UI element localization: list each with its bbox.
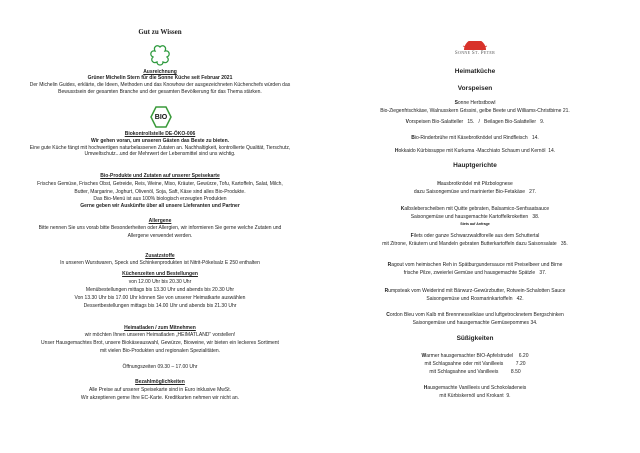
bio-heading: Biokontrollstelle DE-ÖKO-006: [124, 131, 196, 137]
award-text: Der Michelin Guides, erklärte, die Ideen, Methoden und das Knowhow der ausgezeichneten Küchenchefs würden das: [29, 82, 291, 88]
opening-hours: Öffnungszeiten 09.30 – 17.00 Uhr: [122, 364, 198, 370]
dish-name: Cordon Bleu vom Kalb mit Brennnesselkäse und luftgetrocknetem Bergschinken: [386, 312, 564, 318]
dish-name: Sonne Herbstbowl: [454, 100, 496, 106]
desserts-heading: Süßigkeiten: [456, 335, 494, 342]
allergens-text: Bitte nennen Sie uns vorab bitte Besonderheiten oder Allergien, wir informieren Sie gerne welche Zutaten und: [38, 225, 282, 231]
dish-desc: mit Schlagsahne und Vanilleeis 8.50: [429, 369, 521, 375]
dish-name: Rumpsteak vom Weiderind mit Bärwurz-Gewürzbutter, Rotwein-Schalotten Sauce: [384, 288, 566, 294]
dish-desc: dazu Saisongemüse und marinierter Bio-Fetakäse 27.: [413, 189, 537, 195]
svg-text:BIO: BIO: [154, 114, 168, 121]
allergens-text: Allergene verwendet werden.: [127, 233, 193, 239]
shop-heading: Heimatladen / zum Mitnehmen: [124, 325, 196, 331]
dish-name: Hokkaido Kürbissuppe mit Kurkuma -Macchiato Schaum und Kernöl 14.: [394, 148, 556, 154]
hours-heading: Küchenzeiten und Bestellungen: [122, 271, 198, 277]
hours-text: Dessertbestellungen mittags bis 14.00 Uhr und abends bis 21.30 Uhr: [83, 303, 237, 309]
payment-text: Wir akzeptieren gerne Ihre EC-Karte. Kreditkarten nehmen wir nicht an.: [80, 395, 240, 401]
products-text: Butter, Margarine, Joghurt, Olivenöl, Soja, Saft, Käse sind alles Bio-Produkte.: [74, 189, 246, 195]
sun-logo-icon: [461, 41, 489, 50]
award-heading: Ausreichnung: [143, 69, 177, 75]
dish-name: Bio-Rinderbrühe mit Käsebrotknödel und Rindfleisch 14.: [411, 135, 539, 141]
payment-text: Alle Preise auf unserer Speisekarte sind in Euro inklusive MwSt.: [88, 387, 231, 393]
products-heading: Bio-Produkte und Zutaten auf unserer Speisekarte: [100, 173, 220, 179]
dish-desc: Saisongemüse und Rosmarinkartoffeln 42.: [426, 296, 524, 302]
dish-name: Hausgemachte Vanilleeis und Schokoladeneis: [423, 385, 527, 391]
additives-text: In unseren Wurstwaren, Speck und Schinkenprodukten ist Nitrit-Pökelsalz E 250 enthalten: [60, 260, 260, 266]
shop-text: Unser Hausgemachtes Brot, unsere Biokäseauswahl, Gewürze, Bioweine, wir bieten ein leckeres Sortiment: [41, 340, 279, 346]
dish-name: Warmer hausgemachter BIO-Apfelstrudel 6.20: [421, 353, 529, 359]
dish-desc: Saisongemüse und hausgemachte Gemüsepommes 34.: [412, 320, 538, 326]
availability-note: Stets auf Anfrage: [460, 222, 490, 226]
allergens-heading: Allergene: [148, 218, 172, 224]
menu-title: Heimatküche: [454, 68, 496, 75]
dish-desc: mit Zitrone, Kräutern und Mandeln gebraten Butterkartoffeln dazu Saisonsalate 35.: [382, 241, 568, 247]
dish-name: Hausbrotknödel mit Pilzbolognese: [437, 181, 513, 187]
mains-heading: Hauptgerichte: [453, 162, 497, 169]
products-text: Frisches Gemüse, Frisches Obst, Getreide, Reis, Weine, Miso, Kräuter, Gewürze, Tofu, Kartoffeln, Salat, Milch,: [37, 181, 283, 187]
dish-desc: Bio-Ziegenfrischkäse, Walnusskern Grissini, gelbe Beete und Williams-Christbirne 21.: [380, 108, 570, 114]
hours-text: von 12.00 Uhr bis 20.30 Uhr: [128, 279, 192, 285]
bio-text: Eine gute Küche fängt mit hochwertigen naturbelassenen Zutaten an. Nachhaltigkeit, kontrollierte Qualität, Tierschutz,: [29, 145, 291, 151]
products-text: Das Bio-Menü ist aus 100% biologisch erzeugten Produkten: [93, 196, 227, 202]
dish-name: Filets oder ganze Schwarzwaldforelle aus dem Schuttertal: [410, 233, 540, 239]
brand-logo-text: Sonne St. Peter: [454, 51, 496, 56]
shop-text: wir möchten Ihnen unseren Heimatladen „HEIMATLAND“ vorstellen!: [84, 332, 236, 338]
page-title: Gut zu Wissen: [138, 28, 182, 36]
starters-heading: Vorspeisen: [457, 85, 493, 92]
payment-heading: Bezahlmöglichkeiten: [135, 379, 185, 385]
dish-name: Ragout vom heimischen Reh in Spätburgundersauce mit Preiselbeer und Birne: [387, 262, 563, 268]
dish-desc: frische Pilze, zweierlei Gemüse und hausgemachte Spätzle 37.: [403, 270, 547, 276]
products-bold: Gerne geben wir Auskünfte über all unsere Lieferanten und Partner: [80, 203, 240, 209]
shop-text: mit vielen Bio-Produkten und regionalen Spezialitäten.: [99, 348, 221, 354]
bio-seal-icon: [150, 106, 172, 128]
hours-text: Von 13.30 Uhr bis 17.00 Uhr können Sie von unserer Heimatkarte auswählen: [74, 295, 246, 301]
additives-heading: Zusatzstoffe: [145, 253, 175, 259]
dish-desc: mit Schlagsahne oder mit Vanilleeis 7.20: [424, 361, 526, 367]
hours-text: Menübestellungen mittags bis 13.30 Uhr und abends bis 20.30 Uhr: [85, 287, 235, 293]
bio-subheading: Wir gehen voran, um unseren Gästen das Beste zu bieten.: [90, 138, 230, 144]
dish-name: Kalbsleberscheiben mit Quitte gebraten, Balsamico-Senfsaatsauce: [400, 206, 550, 212]
michelin-star-icon: [148, 44, 172, 68]
dish-name: Vorspeisen Bio-Salatteller 15. / Beilagen Bio-Salatteller 9.: [405, 119, 545, 125]
award-text: Bewusstsein der gesamten Branche und der gesamten Bevölkerung für das Thema stärken.: [58, 89, 262, 95]
bio-text: Umweltschutz...und der Mehrwert der Lebensmittel sind uns wichtig.: [84, 151, 236, 157]
dish-desc: mit Kürbiskernöl und Krokant 9.: [439, 393, 511, 399]
dish-desc: Saisongemüse und hausgemachte Kartoffelkroketten 38.: [410, 214, 540, 220]
award-subheading: Grüner Michelin Stern für die Sonne Küche seit Februar 2021: [87, 75, 233, 81]
